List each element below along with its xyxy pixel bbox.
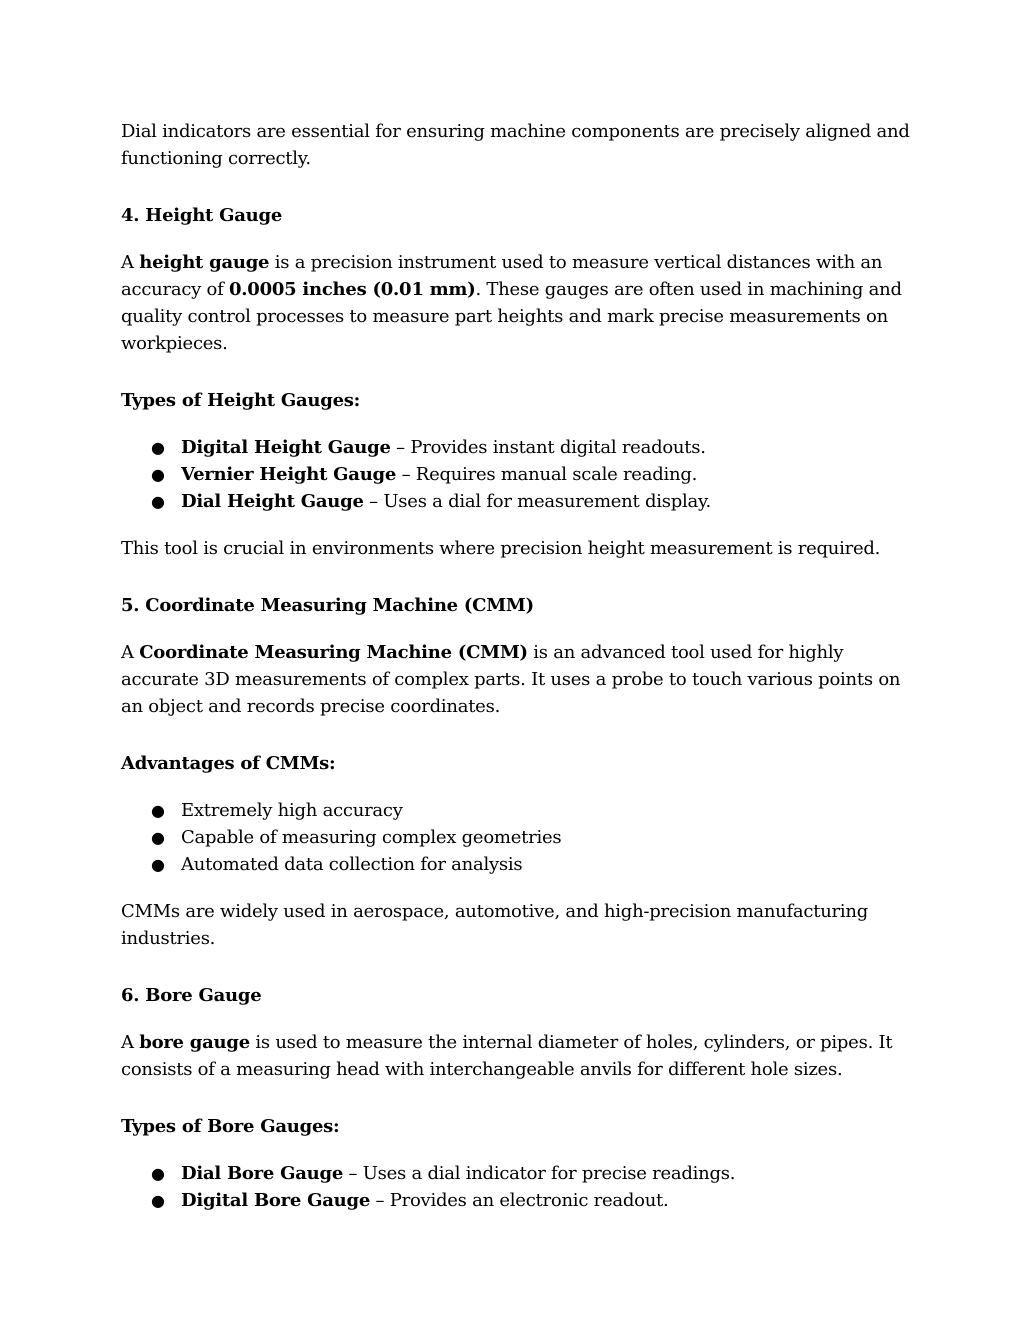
list-item-term: Dial Bore Gauge xyxy=(181,1163,344,1184)
bore-gauge-paragraph xyxy=(121,1029,911,1083)
list-item xyxy=(121,824,911,851)
section-heading-cmm: 5. Coordinate Measuring Machine (CMM) xyxy=(121,595,534,616)
cmm-advantages-list xyxy=(121,797,911,878)
bullet-icon: ● xyxy=(151,465,165,484)
text-run: . These gauges are often used in machining and quality control processes to measure part heights and mark precise measurements on workpieces. xyxy=(121,279,902,354)
list-item xyxy=(121,797,911,824)
subheading-height-gauge-types: Types of Height Gauges: xyxy=(121,390,361,411)
text-run: is used to measure the internal diameter of holes, cylinders, or pipes. It consists of a measuring head with interchangeable anvils for different hole sizes. xyxy=(121,1032,893,1080)
height-gauge-types-list xyxy=(121,434,911,515)
list-item-desc: – Requires manual scale reading. xyxy=(396,464,698,485)
intro-paragraph: Dial indicators are essential for ensuring machine components are precisely aligned and functioning correctly. xyxy=(121,121,910,169)
list-item xyxy=(121,1160,911,1187)
bullet-icon: ● xyxy=(151,1191,165,1210)
subheading-cmm-advantages: Advantages of CMMs: xyxy=(121,753,336,774)
document-page xyxy=(121,118,911,1234)
list-item xyxy=(121,434,911,461)
text-run: is a precision instrument used to measure vertical distances with an accuracy of xyxy=(121,252,883,300)
list-item-text: Extremely high accuracy xyxy=(181,800,403,821)
text-run: A xyxy=(121,1032,140,1053)
text-run: A xyxy=(121,252,140,273)
section-heading-height-gauge: 4. Height Gauge xyxy=(121,205,283,226)
bold-term: height gauge xyxy=(139,252,270,273)
list-item-desc: – Provides instant digital readouts. xyxy=(390,437,706,458)
text-run: is an advanced tool used for highly accurate 3D measurements of complex parts. It uses a probe to touch various points on an object and records precise coordinates. xyxy=(121,642,901,717)
list-item-term: Digital Height Gauge xyxy=(181,437,391,458)
bullet-icon: ● xyxy=(151,801,165,820)
list-item xyxy=(121,1187,911,1214)
height-gauge-closing: This tool is crucial in environments where precision height measurement is required. xyxy=(121,538,881,559)
list-item xyxy=(121,461,911,488)
list-item xyxy=(121,851,911,878)
list-item-text: Capable of measuring complex geometries xyxy=(181,827,562,848)
text-run: A xyxy=(121,642,140,663)
bullet-icon: ● xyxy=(151,828,165,847)
bold-term: bore gauge xyxy=(139,1032,250,1053)
list-item-term: Dial Height Gauge xyxy=(181,491,364,512)
list-item-term: Vernier Height Gauge xyxy=(181,464,397,485)
list-item-desc: – Uses a dial indicator for precise readings. xyxy=(343,1163,736,1184)
bullet-icon: ● xyxy=(151,492,165,511)
list-item-desc: – Provides an electronic readout. xyxy=(370,1190,669,1211)
list-item xyxy=(121,488,911,515)
bullet-icon: ● xyxy=(151,438,165,457)
list-item-term: Digital Bore Gauge xyxy=(181,1190,371,1211)
subheading-bore-gauge-types: Types of Bore Gauges: xyxy=(121,1116,340,1137)
bullet-icon: ● xyxy=(151,855,165,874)
list-item-desc: – Uses a dial for measurement display. xyxy=(363,491,712,512)
list-item-text: Automated data collection for analysis xyxy=(181,854,523,875)
section-heading-bore-gauge: 6. Bore Gauge xyxy=(121,985,262,1006)
cmm-paragraph xyxy=(121,639,911,720)
bullet-icon: ● xyxy=(151,1164,165,1183)
bold-accuracy: 0.0005 inches (0.01 mm) xyxy=(229,279,476,300)
cmm-closing: CMMs are widely used in aerospace, automotive, and high-precision manufacturing industries. xyxy=(121,901,869,949)
bore-gauge-types-list xyxy=(121,1160,911,1214)
bold-term: Coordinate Measuring Machine (CMM) xyxy=(139,642,528,663)
height-gauge-paragraph xyxy=(121,249,911,357)
